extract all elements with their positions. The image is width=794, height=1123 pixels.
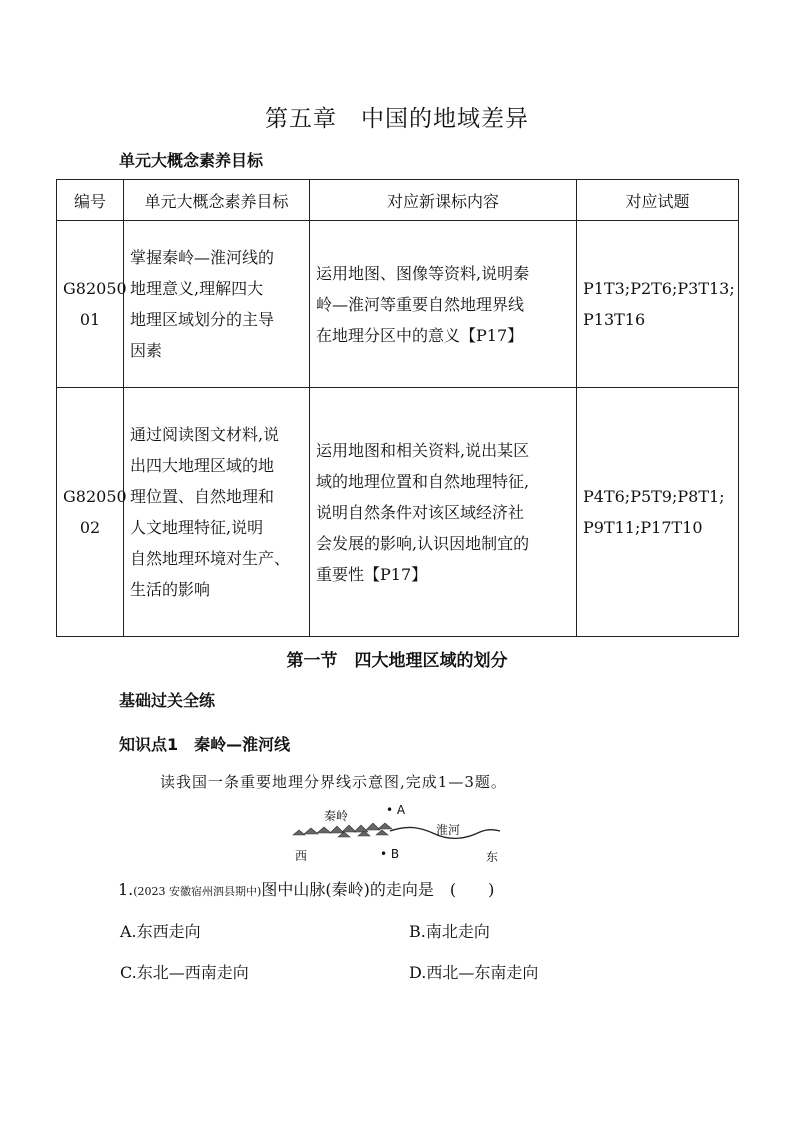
cell-id: G82050 02 xyxy=(57,388,124,637)
header-goal: 单元大概念素养目标 xyxy=(124,180,310,221)
question-number: 1. xyxy=(118,880,134,899)
cell-questions: P1T3;P2T6;P3T13; P13T16 xyxy=(577,221,739,388)
cell-id: G82050 01 xyxy=(57,221,124,388)
chapter-title: 第五章 中国的地域差异 xyxy=(265,106,529,132)
question-text: 图中山脉(秦岭)的走向是 ( ) xyxy=(261,880,495,899)
table-header-row xyxy=(57,180,739,221)
map-label-east: 东 xyxy=(486,850,499,864)
cell-standard: 运用地图和相关资料,说出某区 域的地理位置和自然地理特征, 说明自然条件对该区域经济社 会发展的影响,认识因地制宜的 重要性【P17】 xyxy=(310,388,577,637)
mountain-icon xyxy=(293,823,392,837)
header-standard: 对应新课标内容 xyxy=(310,180,577,221)
question-1 xyxy=(118,877,494,900)
table-row xyxy=(57,388,739,637)
option-c[interactable]: C.东北—西南走向 xyxy=(120,963,249,982)
qinling-huaihe-map xyxy=(290,803,505,865)
map-point-a: • A xyxy=(386,803,406,817)
intro-text: 读我国一条重要地理分界线示意图,完成1—3题。 xyxy=(160,773,507,791)
goals-table xyxy=(56,179,739,637)
knowledge-point-heading: 知识点1 秦岭—淮河线 xyxy=(119,735,291,754)
cell-questions: P4T6;P5T9;P8T1; P9T11;P17T10 xyxy=(577,388,739,637)
option-b[interactable]: B.南北走向 xyxy=(409,922,490,941)
cell-goal: 通过阅读图文材料,说 出四大地理区域的地 理位置、自然地理和 人文地理特征,说明 自然地理环境对生产、 生活的影响 xyxy=(124,388,310,637)
table-row xyxy=(57,221,739,388)
unit-goals-heading: 单元大概念素养目标 xyxy=(119,151,264,170)
header-questions: 对应试题 xyxy=(577,180,739,221)
map-label-west: 西 xyxy=(295,849,308,863)
cell-standard: 运用地图、图像等资料,说明秦 岭—淮河等重要自然地理界线 在地理分区中的意义【P17】 xyxy=(310,221,577,388)
map-label-huaihe: 淮河 xyxy=(436,823,461,837)
header-id: 编号 xyxy=(57,180,124,221)
cell-goal: 掌握秦岭—淮河线的 地理意义,理解四大 地理区域划分的主导 因素 xyxy=(124,221,310,388)
section-title: 第一节 四大地理区域的划分 xyxy=(286,651,508,671)
option-d[interactable]: D.西北—东南走向 xyxy=(409,963,539,982)
question-source: (2023 安徽宿州泗县期中) xyxy=(133,885,262,898)
option-a[interactable]: A.东西走向 xyxy=(120,922,201,941)
map-label-qinling: 秦岭 xyxy=(324,809,349,823)
map-point-b: • B xyxy=(380,847,400,861)
practice-heading: 基础过关全练 xyxy=(119,691,216,710)
